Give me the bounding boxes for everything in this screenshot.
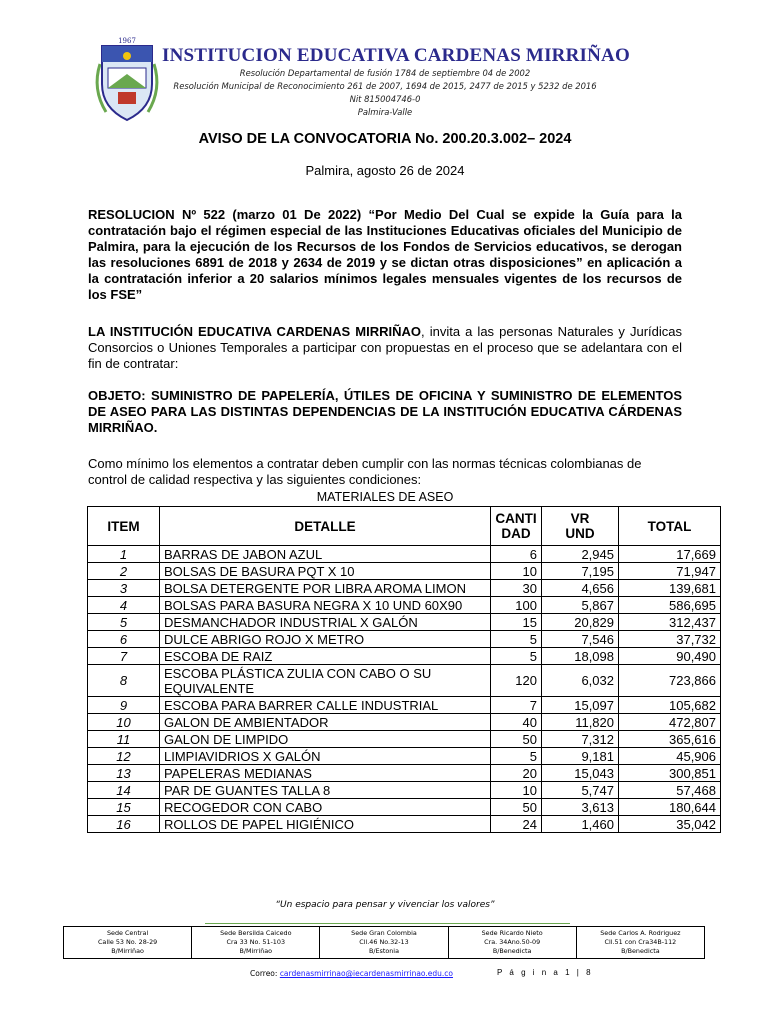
sede-addr: Cra 33 No. 51-103 [226,938,286,946]
sede-cell [64,927,192,959]
sede-barrio: B/Benedicta [492,947,532,955]
sede-addr: Calle 53 No. 28-29 [97,938,158,946]
row-item: 5 [88,614,160,631]
row-vr-und: 3,613 [542,799,619,816]
nit: Nit 815004746-0 [349,94,421,104]
sede-addr: Cll.51 con Cra34B-112 [604,938,677,946]
sede-addr: Cll.46 No.32-13 [359,938,409,946]
row-vr-und: 7,312 [542,731,619,748]
invitation-institution: LA INSTITUCIÓN EDUCATIVA CARDENAS MIRRIÑAO [88,324,422,339]
row-detalle: ESCOBA PLÁSTICA ZULIA CON CABO O SU EQUIVALENTE [160,665,491,697]
table-row [88,799,721,816]
table-header-row [88,507,721,546]
row-total: 300,851 [619,765,721,782]
objeto-paragraph: OBJETO: SUMINISTRO DE PAPELERÍA, ÚTILES DE OFICINA Y SUMINISTRO DE ELEMENTOS DE ASEO PARA LAS DISTINTAS DEPENDENCIAS DE LA INSTITUCIÓN EDUCATIVA CÁRDENAS MIRRIÑAO. [88,388,682,435]
row-detalle: GALON DE AMBIENTADOR [160,714,491,731]
invitation-paragraph [88,324,682,372]
row-cantidad: 50 [491,799,542,816]
footer-divider [205,923,570,924]
table-row [88,714,721,731]
row-vr-und: 20,829 [542,614,619,631]
email-link[interactable]: cardenasmirrinao@iecardenasmirrinao.edu.co [279,969,453,978]
resolution-paragraph: RESOLUCION Nº 522 (marzo 01 De 2022) “Por Medio Del Cual se expide la Guía para la contratación bajo el régimen especial de las Instituciones Educativas oficiales del Municipio de Palmira, para la ejecución de los Recursos de los Fondos de Servicios educativos, se derogan las resoluciones 6891 de 2018 y 2634 de 2019 y se dictan otras disposiciones” en aplicación a la contratación inferior a 20 salarios mínimos legales mensuales vigentes de los recursos de los FSE” [88,207,682,302]
row-vr-und: 11,820 [542,714,619,731]
table-row [88,563,721,580]
row-cantidad: 6 [491,546,542,563]
row-total: 139,681 [619,580,721,597]
sede-name: Sede Central [106,929,149,937]
sede-barrio: B/Benedicta [621,947,660,955]
row-cantidad: 7 [491,697,542,714]
sede-name: Sede Bersilda Caicedo [220,929,292,937]
row-cantidad: 100 [491,597,542,614]
row-item: 2 [88,563,160,580]
notice-date: Palmira, agosto 26 de 2024 [305,163,465,178]
sede-barrio: B/Estonia [368,947,399,955]
row-cantidad: 20 [491,765,542,782]
table-row [88,597,721,614]
row-detalle: BOLSAS PARA BASURA NEGRA X 10 UND 60X90 [160,597,491,614]
header-vr-und: VR UND [542,507,619,546]
table-row [88,816,721,833]
row-item: 1 [88,546,160,563]
row-item: 9 [88,697,160,714]
row-detalle: BOLSAS DE BASURA PQT X 10 [160,563,491,580]
row-total: 723,866 [619,665,721,697]
row-cantidad: 5 [491,748,542,765]
row-vr-und: 4,656 [542,580,619,597]
row-item: 11 [88,731,160,748]
row-detalle: RECOGEDOR CON CABO [160,799,491,816]
row-vr-und: 5,867 [542,597,619,614]
row-item: 4 [88,597,160,614]
sede-cell [192,927,320,959]
row-item: 14 [88,782,160,799]
row-total: 180,644 [619,799,721,816]
row-total: 17,669 [619,546,721,563]
table-caption: MATERIALES DE ASEO [316,490,454,504]
table-row [88,765,721,782]
row-vr-und: 7,195 [542,563,619,580]
sede-name: Sede Carlos A. Rodriguez [600,929,681,937]
row-detalle: ROLLOS DE PAPEL HIGIÉNICO [160,816,491,833]
row-cantidad: 24 [491,816,542,833]
row-total: 312,437 [619,614,721,631]
row-detalle: BARRAS DE JABON AZUL [160,546,491,563]
row-detalle: ESCOBA PARA BARRER CALLE INDUSTRIAL [160,697,491,714]
row-item: 12 [88,748,160,765]
sede-cell [576,927,704,959]
row-item: 6 [88,631,160,648]
row-detalle: DESMANCHADOR INDUSTRIAL X GALÓN [160,614,491,631]
row-detalle: PAR DE GUANTES TALLA 8 [160,782,491,799]
row-cantidad: 10 [491,782,542,799]
header-detalle: DETALLE [160,507,491,546]
row-detalle: BOLSA DETERGENTE POR LIBRA AROMA LIMON [160,580,491,597]
table-row [88,731,721,748]
sede-barrio: B/Mirriñao [239,947,273,955]
table-row [88,665,721,697]
row-vr-und: 7,546 [542,631,619,648]
row-item: 13 [88,765,160,782]
materials-table [87,506,721,833]
row-vr-und: 18,098 [542,648,619,665]
row-detalle: PAPELERAS MEDIANAS [160,765,491,782]
row-total: 37,732 [619,631,721,648]
header-item: ITEM [88,507,160,546]
row-total: 365,616 [619,731,721,748]
row-vr-und: 15,097 [542,697,619,714]
resolution-municipal: Resolución Municipal de Reconocimiento 261 de 2007, 1694 de 2015, 2477 de 2015 y 5232 de 2016 [173,81,597,91]
row-detalle: ESCOBA DE RAIZ [160,648,491,665]
header-total: TOTAL [619,507,721,546]
sedes-table [63,926,705,959]
row-detalle: DULCE ABRIGO ROJO X METRO [160,631,491,648]
table-row [88,631,721,648]
row-item: 10 [88,714,160,731]
row-cantidad: 10 [491,563,542,580]
invitation-text: , invita a las personas Naturales y Jurídicas Consorcios o Uniones Temporales a participar con propuestas en el proceso que se adelantara con el fin de contratar: [88,324,682,371]
row-item: 7 [88,648,160,665]
logo-year: 1967 [118,37,136,45]
table-row [88,697,721,714]
row-item: 8 [88,665,160,697]
row-cantidad: 30 [491,580,542,597]
page-number: P á g i n a 1 | 8 [497,968,594,977]
sede-name: Sede Ricardo Nieto [481,929,543,937]
row-cantidad: 15 [491,614,542,631]
row-item: 16 [88,816,160,833]
table-row [88,648,721,665]
row-vr-und: 6,032 [542,665,619,697]
row-detalle: LIMPIAVIDRIOS X GALÓN [160,748,491,765]
row-total: 90,490 [619,648,721,665]
row-total: 586,695 [619,597,721,614]
row-cantidad: 5 [491,631,542,648]
row-total: 45,906 [619,748,721,765]
sede-addr: Cra. 34Ano.50-09 [484,938,541,946]
row-vr-und: 15,043 [542,765,619,782]
sede-cell [320,927,448,959]
footer-email: Correo: cardenasmirrinao@iecardenasmirrinao.edu.co [250,969,453,978]
table-row [88,748,721,765]
slogan: “Un espacio para pensar y vivenciar los valores” [275,900,495,910]
row-detalle: GALON DE LIMPIDO [160,731,491,748]
row-vr-und: 1,460 [542,816,619,833]
header-cantidad: CANTI DAD [491,507,542,546]
row-cantidad: 5 [491,648,542,665]
row-total: 105,682 [619,697,721,714]
row-item: 15 [88,799,160,816]
row-cantidad: 50 [491,731,542,748]
row-cantidad: 120 [491,665,542,697]
table-row [88,614,721,631]
city: Palmira-Valle [357,107,413,117]
table-row [88,782,721,799]
resolution-departmental: Resolución Departamental de fusión 1784 de septiembre 04 de 2002 [239,68,531,78]
sede-barrio: B/Mirriñao [111,947,144,955]
sede-name: Sede Gran Colombia [351,929,417,937]
row-total: 57,468 [619,782,721,799]
institution-title: INSTITUCION EDUCATIVA CARDENAS MIRRIÑAO [162,45,630,66]
table-row [88,546,721,563]
row-cantidad: 40 [491,714,542,731]
row-vr-und: 9,181 [542,748,619,765]
notice-title: AVISO DE LA CONVOCATORIA No. 200.20.3.002– 2024 [198,131,572,147]
row-item: 3 [88,580,160,597]
row-total: 472,807 [619,714,721,731]
row-vr-und: 5,747 [542,782,619,799]
conditions-paragraph: Como mínimo los elementos a contratar deben cumplir con las normas técnicas colombianas de control de calidad respectiva y las siguientes condiciones: [88,456,642,487]
row-total: 35,042 [619,816,721,833]
table-row [88,580,721,597]
row-total: 71,947 [619,563,721,580]
row-vr-und: 2,945 [542,546,619,563]
sede-cell [448,927,576,959]
